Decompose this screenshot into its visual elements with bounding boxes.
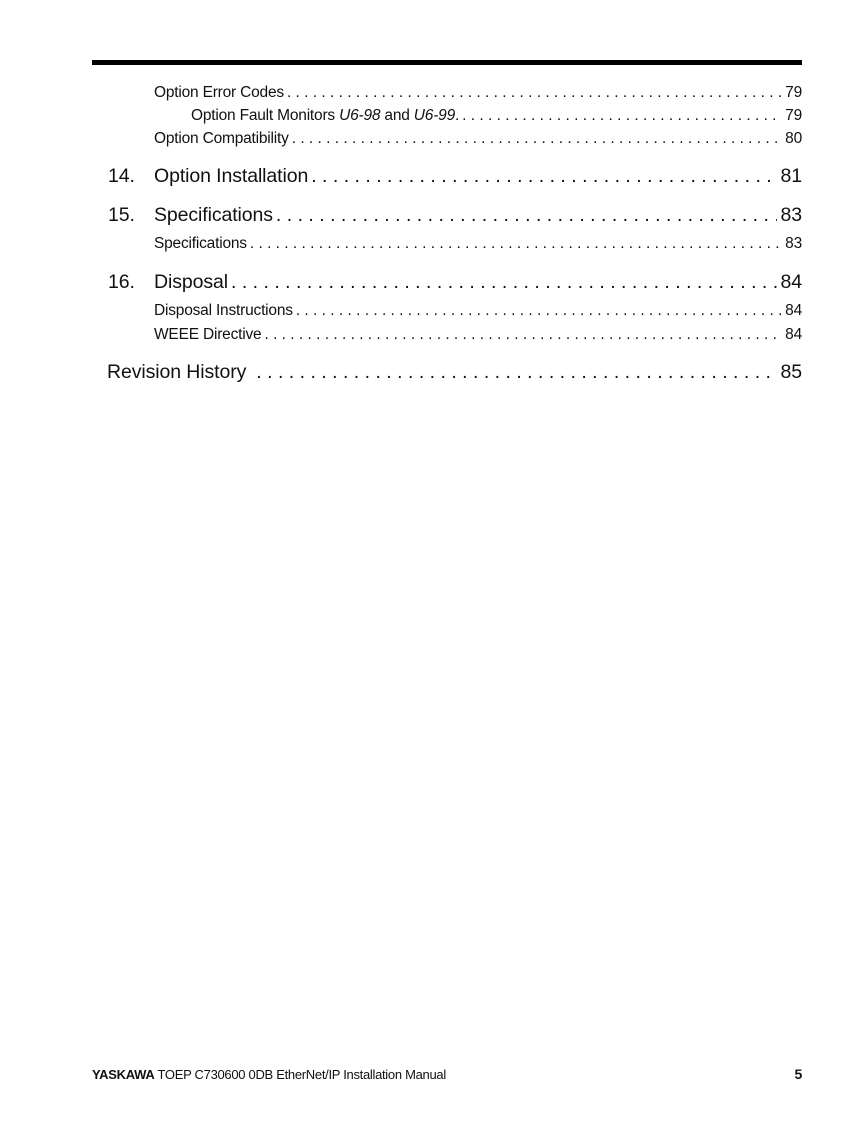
toc-entry-title: Specifications xyxy=(154,235,247,252)
toc-entry-title xyxy=(191,107,459,125)
toc-entry-specifications[interactable] xyxy=(154,235,802,253)
toc-entry-page: 85 xyxy=(780,361,802,383)
toc-leader-dots xyxy=(250,235,781,253)
footer-brand: YASKAWA xyxy=(92,1067,155,1082)
toc-entry-page: 84 xyxy=(780,271,802,293)
toc-leader-dots xyxy=(231,271,777,294)
toc-entry-page: 83 xyxy=(785,235,802,252)
toc-leader-dots xyxy=(256,361,776,384)
toc-entry-disposal-instructions[interactable] xyxy=(154,302,802,320)
toc-entry-page: 83 xyxy=(780,204,802,226)
toc-entry-title: Revision History xyxy=(107,361,247,383)
toc-leader-dots xyxy=(276,204,777,227)
toc-entry-specifications-section[interactable] xyxy=(108,204,802,227)
page-footer xyxy=(92,1066,802,1082)
toc-entry-page: 80 xyxy=(785,130,802,147)
toc-entry-weee-directive[interactable] xyxy=(154,326,802,344)
toc-entry-title-suffix: . xyxy=(455,107,460,124)
toc-entry-title-prefix: Option Fault Monitors xyxy=(191,107,340,124)
toc-entry-page: 84 xyxy=(785,302,802,319)
toc-entry-title: Option Error Codes xyxy=(154,84,284,101)
toc-entry-option-compatibility[interactable] xyxy=(154,130,802,148)
toc-section-number: 16. xyxy=(108,271,135,293)
toc-leader-dots xyxy=(264,326,781,344)
footer-doc-title: TOEP C730600 0DB EtherNet/IP Installation Manual xyxy=(154,1067,446,1082)
toc-entry-title: Option Installation xyxy=(154,165,309,187)
footer-document-title xyxy=(92,1067,446,1082)
toc-section-number: 15. xyxy=(108,204,135,226)
toc-leader-dots xyxy=(296,302,781,320)
toc-entry-page: 81 xyxy=(780,165,802,187)
toc-entry-option-fault-monitors[interactable] xyxy=(191,107,802,125)
footer-page-number: 5 xyxy=(794,1066,802,1082)
toc-entry-title: Option Compatibility xyxy=(154,130,289,147)
toc-entry-revision-history[interactable] xyxy=(107,361,802,384)
toc-entry-page: 84 xyxy=(785,326,802,343)
toc-leader-dots xyxy=(287,84,781,102)
toc-entry-title-em2: U6-99 xyxy=(413,107,456,124)
toc-entry-title: Specifications xyxy=(154,204,273,226)
toc-entry-option-error-codes[interactable] xyxy=(154,84,802,102)
toc-leader-dots xyxy=(311,165,776,188)
toc-leader-dots xyxy=(292,130,781,148)
header-rule xyxy=(92,60,802,65)
toc-leader-dots xyxy=(462,107,781,125)
toc-entry-title-em1: U6-98 xyxy=(339,107,381,124)
toc-entry-page: 79 xyxy=(785,84,802,101)
toc-entry-page: 79 xyxy=(785,107,802,124)
toc-entry-title-mid: and xyxy=(380,107,414,124)
toc-entry-title: WEEE Directive xyxy=(154,326,262,343)
toc-entry-title: Disposal xyxy=(154,271,228,293)
toc-entry-option-installation[interactable] xyxy=(108,165,802,188)
toc-entry-title: Disposal Instructions xyxy=(154,302,293,319)
toc-entry-disposal-section[interactable] xyxy=(108,271,802,294)
toc-section-number: 14. xyxy=(108,165,135,187)
